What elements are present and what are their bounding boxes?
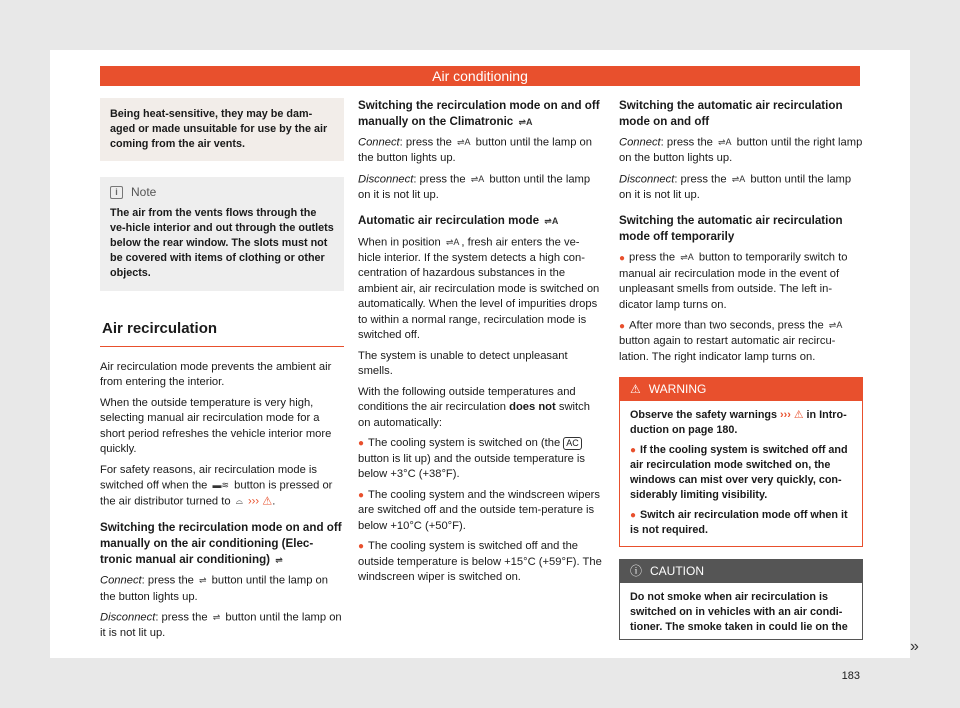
- paragraph-text: button until the right lamp on the button lights up.: [619, 136, 863, 165]
- column-2: [358, 98, 602, 591]
- auto-recirculation-icon: ⇌A: [718, 137, 732, 147]
- paragraph-text: : press the: [413, 173, 466, 186]
- subheading: Switching the automatic air recirculation mode on and off: [619, 99, 843, 128]
- disconnect-label: Disconnect: [100, 611, 156, 624]
- windscreen-vent-icon: ⌓: [235, 496, 243, 507]
- subheading: [358, 98, 602, 130]
- warning-triangle-icon: ⚠: [262, 495, 273, 508]
- paragraph-text: button until the lamp on it is not lit up.: [358, 173, 591, 201]
- disconnect-label: Disconnect: [619, 173, 675, 186]
- paragraph: Air recirculation mode prevents the ambient air from entering the interior.: [100, 360, 332, 388]
- paragraph-text: button until the lamp on the button lights up.: [100, 575, 328, 603]
- note-header: [110, 185, 334, 200]
- paragraph-text: : press the: [155, 611, 208, 624]
- warning-body: [620, 401, 862, 546]
- paragraph-text: : press the: [660, 136, 713, 149]
- bullet-icon: ●: [630, 510, 637, 522]
- caution-body: Do not smoke when air recirculation is switched on in vehicles with an air condi-tioner. The smoke taken in could lie on the: [630, 591, 848, 634]
- bullet-text: The cooling system is switched off and the outside temperature is below +15°C (+59°F). The windscreen wiper is switched on.: [358, 540, 602, 584]
- connect-label: Connect: [619, 136, 661, 149]
- caution-header: [620, 560, 862, 583]
- note-box: [100, 177, 344, 291]
- auto-recirculation-icon: ⇌A: [445, 236, 460, 247]
- bullet-item: [358, 488, 602, 535]
- paragraph: [358, 135, 602, 167]
- recirculation-icon: ⇌: [199, 575, 207, 586]
- auto-recirculation-icon: ⇌A: [544, 216, 559, 227]
- reference-arrow-icon: ›››: [247, 495, 260, 508]
- paragraph: The system is unable to detect unpleasant smells.: [358, 349, 568, 378]
- subheading-text: Switching the recirculation mode on and off manually on the air conditioning (Elec-tronic manual air conditioning): [100, 521, 342, 567]
- info-icon: i: [110, 186, 123, 199]
- paragraph-text: For safety reasons, air recirculation mode is switched off when the: [100, 463, 317, 492]
- bullet-icon: ●: [358, 489, 365, 501]
- paragraph-text: With the following outside temperatures and conditions the air recirculation: [358, 385, 576, 414]
- bullet-text: The cooling system and the windscreen wipers are switched off and the outside tem-perature is below +10°C (+50°F).: [358, 488, 600, 532]
- page-number: 183: [841, 670, 860, 682]
- warning-bullet: [630, 508, 852, 538]
- paragraph: When the outside temperature is very high, selecting manual air recirculation mode for a short period refreshes the vehicle interior more quickly.: [100, 396, 332, 455]
- paragraph: [100, 610, 344, 642]
- auto-recirculation-icon: ⇌A: [457, 137, 471, 148]
- connect-label: Connect: [100, 575, 142, 588]
- bullet-icon: ●: [358, 541, 365, 553]
- warning-text: Observe the safety warnings: [630, 409, 778, 422]
- bullet-icon: ●: [619, 320, 626, 332]
- warning-paragraph: [630, 408, 852, 438]
- bullet-item: [619, 318, 863, 365]
- warning-title: WARNING: [648, 382, 707, 397]
- subheading: Switching the automatic air recirculation mode off temporarily: [619, 214, 843, 244]
- continue-arrow-icon: »: [910, 638, 919, 655]
- note-title: Note: [131, 185, 157, 199]
- warning-header: [620, 378, 862, 401]
- paragraph-text: : press the: [399, 136, 452, 149]
- bullet-text: button to temporarily switch to manual air recirculation mode in the event of unpleasant smells from outside. The left in-dicator lamp turns on.: [619, 252, 848, 311]
- auto-recirculation-icon: ⇌A: [680, 252, 694, 263]
- reference-arrow-icon: ›››: [780, 409, 791, 422]
- paragraph: For safety reasons, air recirculation mode is switched off when the ▬≋ button is pressed or the air distributor turned to ⌓ ››› ⚠.: [100, 463, 333, 508]
- bullet-text: press the: [629, 252, 676, 265]
- bullet-icon: ●: [358, 438, 365, 450]
- warning-triangle-icon: ⚠: [630, 382, 641, 397]
- note-body: The air from the vents flows through the ve-hicle interior and out through the outlets below the rear window. The slots must not be covered with items of clothing or other objects.: [110, 207, 334, 279]
- subheading: [358, 213, 602, 229]
- paragraph: [358, 385, 602, 432]
- auto-recirculation-icon: ⇌A: [828, 320, 843, 331]
- ac-button-icon: AC: [563, 437, 582, 450]
- recirculation-icon: ⇌: [212, 612, 221, 623]
- bullet-text: button is lit up) and the outside temperature is below +3°C (+38°F).: [358, 452, 585, 481]
- manual-page: [50, 50, 919, 682]
- paragraph: [358, 172, 602, 204]
- auto-recirculation-icon: ⇌A: [518, 117, 533, 127]
- paragraph-text: When in position: [358, 236, 441, 249]
- paragraph-text: switch on automatically:: [358, 401, 590, 429]
- bullet-text: The cooling system is switched on (the: [368, 437, 561, 450]
- bullet-text: button again to restart automatic air recircu-lation. The right indicator lamp turns on.: [619, 335, 836, 363]
- max-defrost-icon: ▬≋: [212, 480, 230, 490]
- warning-text: in Intro-duction on page 180.: [630, 409, 847, 437]
- emphasis-text: does not: [509, 401, 556, 414]
- info-box: Being heat-sensitive, they may be dam-aged or made unsuitable for use by the air coming from the air vents.: [100, 98, 344, 161]
- paragraph: [100, 573, 344, 605]
- paragraph-text: : press the: [674, 173, 727, 186]
- paragraph-text: , fresh air enters the ve-hicle interior. If the system detects a high con-centration of hazardous substances in the ambient air, air recirculation mode is switched on automatically. When the level of impurities drops to within a normal range, recirculation mode is switched off.: [358, 236, 600, 342]
- warning-text: If the cooling system is switched off and air recirculation mode switched on, the windows can mist over very quickly, con-siderably limiting visibility.: [630, 444, 848, 502]
- section-heading: Air recirculation: [100, 321, 344, 347]
- disconnect-label: Disconnect: [358, 173, 414, 186]
- connect-label: Connect: [358, 136, 400, 149]
- warning-bullet: [630, 443, 852, 503]
- auto-recirculation-icon: ⇌A: [731, 173, 746, 184]
- caution-circle-icon: ⓘ: [630, 564, 643, 579]
- subheading: [100, 520, 344, 568]
- bullet-item: [619, 250, 863, 313]
- paragraph-text: : press the: [141, 575, 194, 588]
- bullet-icon: ●: [630, 445, 637, 457]
- subheading-text: Automatic air recirculation mode: [358, 214, 540, 228]
- subheading-text: Switching the recirculation mode on and off manually on the Climatronic: [358, 99, 600, 129]
- warning-triangle-icon: ⚠: [793, 409, 804, 422]
- chapter-header: Air conditioning: [100, 66, 860, 86]
- bullet-item: [358, 436, 602, 483]
- recirculation-icon: ⇌: [275, 555, 283, 566]
- column-3: [619, 98, 863, 640]
- paragraph: [619, 172, 863, 204]
- auto-recirculation-icon: ⇌A: [470, 173, 485, 184]
- paragraph-text: button until the lamp on it is not lit up.: [100, 611, 342, 640]
- bullet-text: After more than two seconds, press the: [629, 319, 824, 332]
- column-1: [100, 98, 344, 647]
- bullet-icon: ●: [619, 253, 626, 265]
- paragraph-text: button until the lamp on it is not lit up.: [619, 173, 852, 201]
- paragraph-text: button is pressed or the air distributor turned to: [100, 479, 333, 508]
- bullet-item: [358, 539, 602, 586]
- paragraph-text: button until the lamp on the button lights up.: [358, 136, 592, 165]
- paragraph: [619, 135, 863, 167]
- caution-box: [619, 559, 863, 640]
- caution-title: CAUTION: [650, 564, 705, 579]
- warning-text: Switch air recirculation mode off when it is not required.: [630, 509, 848, 537]
- paragraph: [358, 235, 602, 344]
- warning-box: [619, 377, 863, 547]
